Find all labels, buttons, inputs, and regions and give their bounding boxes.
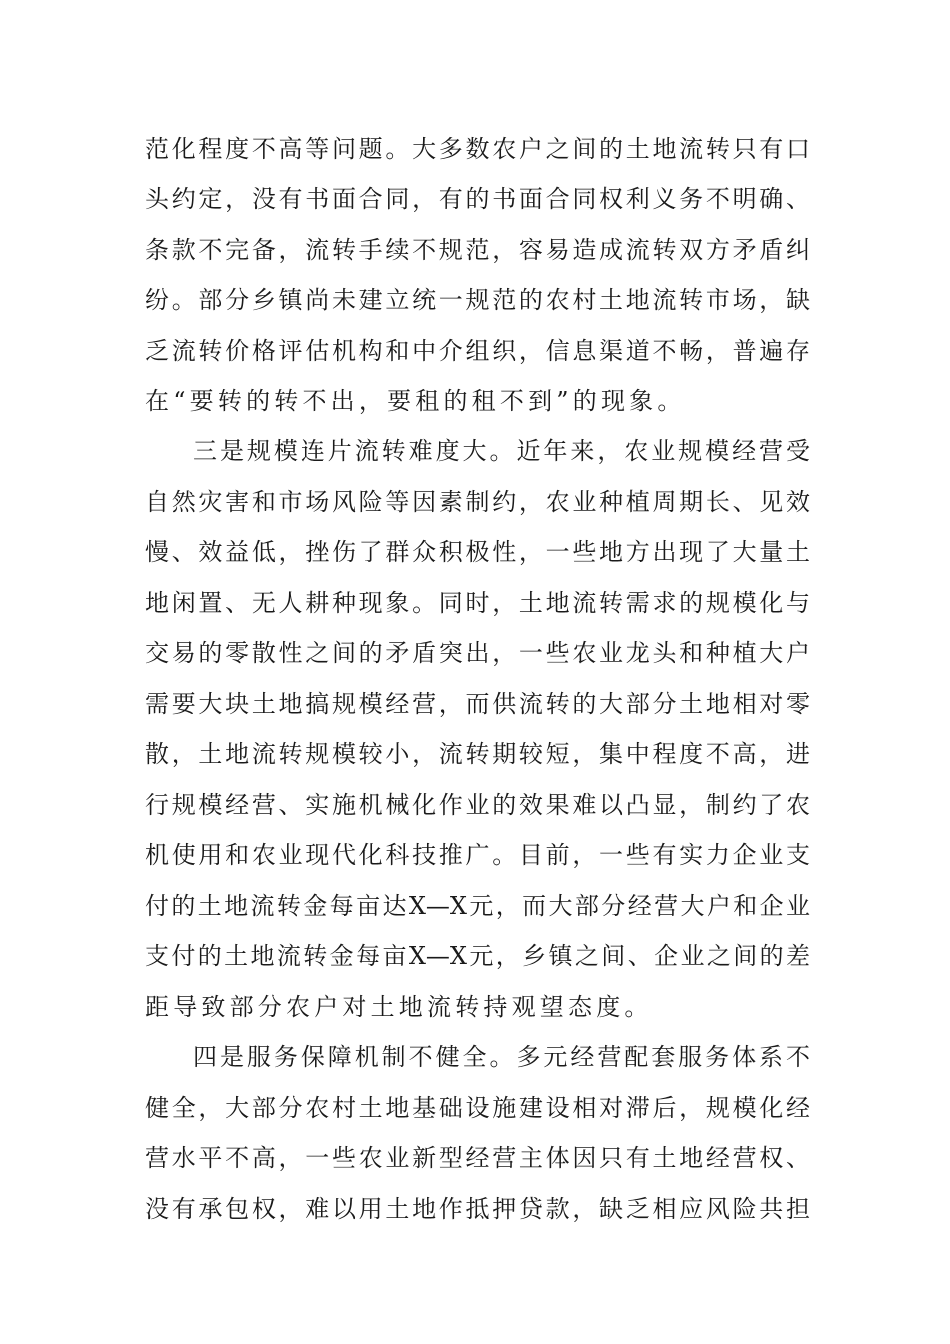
text-line: 机使用和农业现代化科技推广。目前，一些有实力企业支 xyxy=(145,841,810,869)
text-line: 健全，大部分农村土地基础设施建设相对滞后，规模化经 xyxy=(145,1094,810,1122)
text-line: 慢、效益低，挫伤了群众积极性，一些地方出现了大量土 xyxy=(145,538,810,566)
text-line: 行规模经营、实施机械化作业的效果难以凸显，制约了农 xyxy=(145,791,810,819)
text-line: 乏流转价格评估机构和中介组织，信息渠道不畅，普遍存 xyxy=(145,337,810,365)
text-line: 散，土地流转规模较小，流转期较短，集中程度不高，进 xyxy=(145,740,810,768)
text-line: 付的土地流转金每亩达X—X元，而大部分经营大户和企业 xyxy=(145,892,810,920)
text-line: 纷。部分乡镇尚未建立统一规范的农村土地流转市场，缺 xyxy=(145,286,810,314)
text-line: 没有承包权，难以用土地作抵押贷款，缺乏相应风险共担 xyxy=(145,1195,810,1223)
text-line: 需要大块土地搞规模经营，而供流转的大部分土地相对零 xyxy=(145,690,810,718)
text-line: 地闲置、无人耕种现象。同时，土地流转需求的规模化与 xyxy=(145,589,810,617)
text-line: 营水平不高，一些农业新型经营主体因只有土地经营权、 xyxy=(145,1144,810,1172)
text-line: 头约定，没有书面合同，有的书面合同权利义务不明确、 xyxy=(145,185,810,213)
paragraph-first-line: 三是规模连片流转难度大。近年来，农业规模经营受 xyxy=(193,437,810,465)
paragraph-last-line: 距导致部分农户对土地流转持观望态度。 xyxy=(145,993,653,1021)
text-line: 条款不完备，流转手续不规范，容易造成流转双方矛盾纠 xyxy=(145,236,810,264)
text-line: 范化程度不高等问题。大多数农户之间的土地流转只有口 xyxy=(145,135,810,163)
paragraph-first-line: 四是服务保障机制不健全。多元经营配套服务体系不 xyxy=(193,1043,810,1071)
text-line: 自然灾害和市场风险等因素制约，农业种植周期长、见效 xyxy=(145,488,810,516)
text-line: 支付的土地流转金每亩X—X元，乡镇之间、企业之间的差 xyxy=(145,942,810,970)
paragraph-last-line: 在“要转的转不出，要租的租不到”的现象。 xyxy=(145,387,686,415)
text-line: 交易的零散性之间的矛盾突出，一些农业龙头和种植大户 xyxy=(145,639,810,667)
